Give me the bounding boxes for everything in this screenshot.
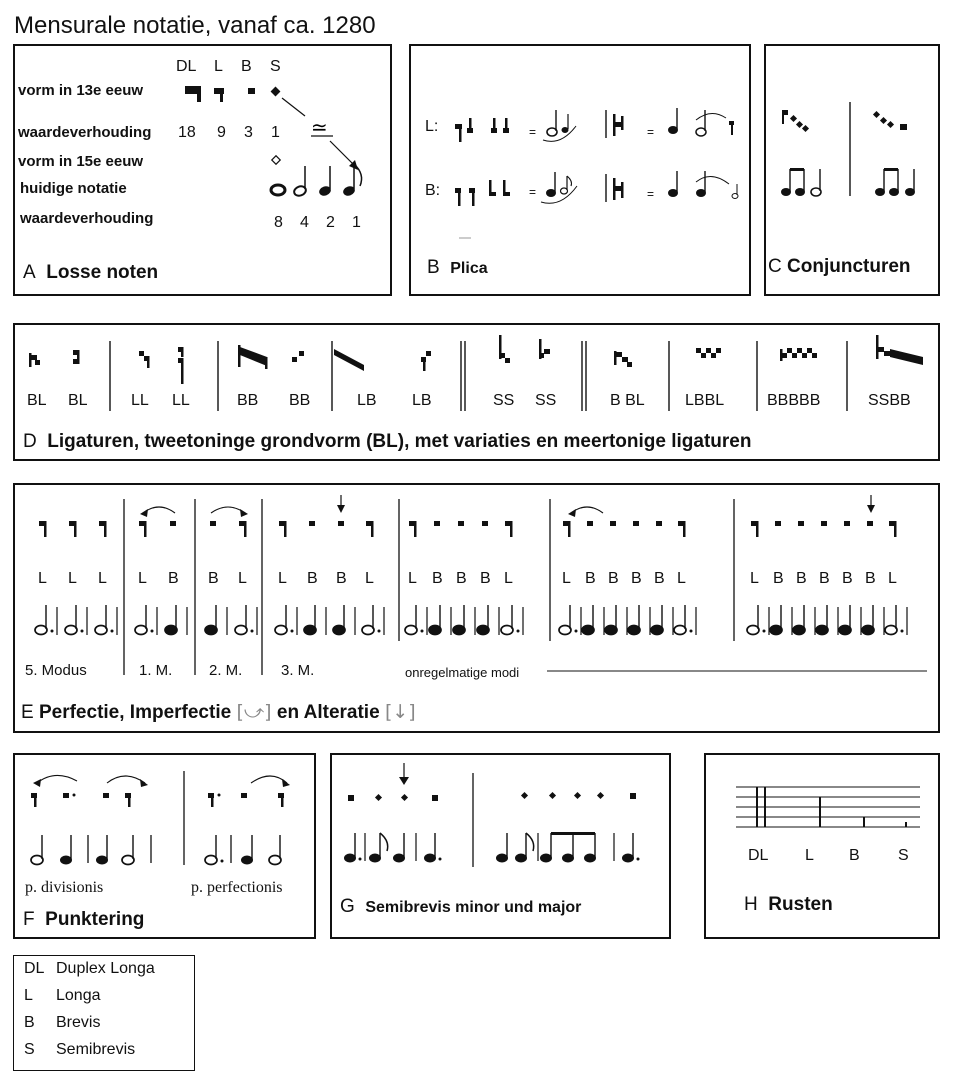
e-alteration-head xyxy=(337,505,345,513)
panel-e-letter: E xyxy=(21,702,34,723)
e-longa-stem xyxy=(284,521,287,537)
e-longa-stem xyxy=(568,521,571,537)
ratio-18: 18 xyxy=(178,124,196,141)
e-letter-label: L xyxy=(68,570,77,587)
e-dot xyxy=(901,630,904,633)
e-brevis-mark xyxy=(482,521,488,526)
e-brevis-mark xyxy=(821,521,827,526)
e-dot xyxy=(81,630,84,633)
d-label-3: LL xyxy=(172,392,190,409)
legend-full-2: Brevis xyxy=(56,1014,101,1031)
plica-row-b: B: xyxy=(425,182,441,199)
d-label-10: B BL xyxy=(610,392,645,409)
whole-note xyxy=(271,185,285,195)
e-letter-label: B xyxy=(432,570,443,587)
d-label-12: BBBBB xyxy=(767,392,821,409)
d-label-9: SS xyxy=(535,392,557,409)
e-modern-note xyxy=(304,626,316,635)
e-modern-note xyxy=(65,626,77,635)
e-dot xyxy=(291,630,294,633)
panel-e-name-b: en Alteratie xyxy=(276,702,380,723)
ratio-1: 1 xyxy=(271,124,280,141)
e-letter-label: B xyxy=(480,570,491,587)
panel-b-plica xyxy=(409,44,751,296)
panel-d-title xyxy=(23,431,751,453)
e-letter-label: B xyxy=(307,570,318,587)
e-longa-stem xyxy=(44,521,47,537)
legend-abbr-1: L xyxy=(24,987,33,1004)
e-letter-label: B xyxy=(865,570,876,587)
ratio-4: 4 xyxy=(300,214,309,231)
e-brevis-mark xyxy=(867,521,873,526)
e-modern-note xyxy=(165,626,177,635)
e-letter-label: B xyxy=(456,570,467,587)
e-arc-head xyxy=(240,509,248,517)
e-letter-label: B xyxy=(842,570,853,587)
panel-c-letter: C xyxy=(768,256,782,277)
panel-f-title xyxy=(23,909,144,931)
e-letter-label: B xyxy=(631,570,642,587)
semibrevis-symbol xyxy=(271,87,281,97)
e-modern-note xyxy=(205,626,217,635)
e-brevis-mark xyxy=(633,521,639,526)
e-modern-note xyxy=(747,626,759,635)
e-longa-stem xyxy=(894,521,897,537)
panel-h-title xyxy=(744,894,833,916)
e-longa-stem xyxy=(371,521,374,537)
e-modern-note xyxy=(839,626,851,635)
panel-e-perfectie xyxy=(13,483,940,733)
e-longa-stem xyxy=(414,521,417,537)
e-letter-label: B xyxy=(208,570,219,587)
e-caption-0: 5. Modus xyxy=(25,662,87,679)
row-vorm-13: vorm in 13e eeuw xyxy=(18,82,144,99)
legend-abbr-3: S xyxy=(24,1041,35,1058)
d-label-1: BL xyxy=(68,392,88,409)
h-label-dl: DL xyxy=(748,847,769,864)
ratio-1b: 1 xyxy=(352,214,361,231)
panel-f-punktering xyxy=(13,753,316,939)
h-label-s: S xyxy=(898,847,909,864)
e-brevis-mark xyxy=(434,521,440,526)
row-vorm-15: vorm in 15e eeuw xyxy=(18,153,144,170)
e-modern-note xyxy=(885,626,897,635)
panel-g-title xyxy=(340,896,581,918)
e-modern-note xyxy=(35,626,47,635)
e-dot xyxy=(421,630,424,633)
panel-a-notation xyxy=(15,46,394,298)
panel-a-letter: A xyxy=(23,262,36,283)
panel-g-semibrevis xyxy=(330,753,671,939)
e-brevis-mark xyxy=(309,521,315,526)
panel-a-losse-noten xyxy=(13,44,392,296)
f-caption-2: p. perfectionis xyxy=(191,879,283,896)
duplex-longa-symbol xyxy=(185,86,201,102)
e-dot xyxy=(251,630,254,633)
e-modern-note xyxy=(651,626,663,635)
e-longa-stem xyxy=(756,521,759,537)
svg-text:=: = xyxy=(529,185,537,199)
legend-full-1: Longa xyxy=(56,987,101,1004)
e-letter-label: L xyxy=(888,570,897,587)
panel-c-title xyxy=(768,256,911,278)
e-letter-label: L xyxy=(504,570,513,587)
e-modern-note xyxy=(582,626,594,635)
svg-text:=: = xyxy=(647,125,655,139)
panel-d-letter: D xyxy=(23,431,37,452)
panel-g-letter: G xyxy=(340,896,355,917)
e-dot xyxy=(151,630,154,633)
e-letter-label: L xyxy=(38,570,47,587)
e-brevis-mark xyxy=(338,521,344,526)
e-modern-note xyxy=(405,626,417,635)
col-s: S xyxy=(270,58,281,75)
e-dot xyxy=(111,630,114,633)
d-label-5: BB xyxy=(289,392,311,409)
e-letter-label: L xyxy=(677,570,686,587)
e-modern-note xyxy=(793,626,805,635)
e-letter-label: B xyxy=(819,570,830,587)
col-l: L xyxy=(214,58,223,75)
e-letter-label: B xyxy=(585,570,596,587)
rest-b xyxy=(863,817,865,827)
e-modern-note xyxy=(862,626,874,635)
row-waarde-2: waardeverhouding xyxy=(20,210,154,227)
perfectie-bracket-icon: [⤻] xyxy=(236,701,272,723)
h-label-b: B xyxy=(849,847,860,864)
e-letter-label: L xyxy=(408,570,417,587)
quarter-note xyxy=(318,166,332,197)
legend xyxy=(13,955,195,1071)
e-longa-stem xyxy=(683,521,686,537)
panel-g-name: Semibrevis minor und major xyxy=(365,899,582,916)
eq-1: = xyxy=(529,125,537,139)
e-letter-label: B xyxy=(336,570,347,587)
panel-b-letter: B xyxy=(427,257,440,278)
e-letter-label: B xyxy=(168,570,179,587)
approx-symbol: ≃ xyxy=(311,115,328,139)
legend-full-0: Duplex Longa xyxy=(56,960,155,977)
e-letter-label: B xyxy=(773,570,784,587)
e-brevis-mark xyxy=(656,521,662,526)
legend-full-3: Semibrevis xyxy=(56,1041,136,1058)
e-brevis-mark xyxy=(775,521,781,526)
e-modern-note xyxy=(429,626,441,635)
h-label-l: L xyxy=(805,847,814,864)
longa-symbol xyxy=(214,88,224,102)
e-brevis-mark xyxy=(587,521,593,526)
eighth-note xyxy=(342,164,362,197)
panel-h-name: Rusten xyxy=(768,894,833,915)
ratio-9: 9 xyxy=(217,124,226,141)
e-letter-label: L xyxy=(138,570,147,587)
ratio-2: 2 xyxy=(326,214,335,231)
e-modern-note xyxy=(453,626,465,635)
plica-modern-1 xyxy=(543,110,576,141)
d-label-4: BB xyxy=(237,392,259,409)
d-label-7: LB xyxy=(412,392,432,409)
panel-d-ligaturen xyxy=(13,323,940,461)
e-brevis-mark xyxy=(458,521,464,526)
panel-f-name: Punktering xyxy=(45,909,145,930)
e-brevis-mark xyxy=(798,521,804,526)
e-arc-head xyxy=(140,509,148,517)
rest-dl xyxy=(756,787,758,827)
e-letter-label: L xyxy=(238,570,247,587)
panel-e-title xyxy=(21,701,416,724)
e-modern-note xyxy=(816,626,828,635)
panel-d-name: Ligaturen, tweetoninge grondvorm (BL), met variaties en meertonige ligaturen xyxy=(47,431,752,452)
e-caption-2: 2. M. xyxy=(209,662,243,679)
e-brevis-mark xyxy=(210,521,216,526)
e-modern-note xyxy=(605,626,617,635)
d-label-8: SS xyxy=(493,392,515,409)
panel-c-conjuncturen xyxy=(764,44,940,296)
e-arc xyxy=(211,507,245,513)
panel-c-name: Conjuncturen xyxy=(787,256,911,277)
e-dot xyxy=(763,630,766,633)
e-modern-note xyxy=(477,626,489,635)
page-title: Mensurale notatie, vanaf ca. 1280 xyxy=(14,12,376,39)
e-modern-note xyxy=(559,626,571,635)
e-arc-head xyxy=(568,509,576,517)
e-modern-note xyxy=(770,626,782,635)
e-modern-note xyxy=(235,626,247,635)
ratio-8: 8 xyxy=(274,214,283,231)
e-caption-3: 3. M. xyxy=(281,662,315,679)
e-alteration-head xyxy=(867,505,875,513)
e-modern-note xyxy=(628,626,640,635)
e-brevis-mark xyxy=(610,521,616,526)
e-modern-note xyxy=(501,626,513,635)
e-modern-note xyxy=(333,626,345,635)
panel-h-rusten xyxy=(704,753,940,939)
col-b: B xyxy=(241,58,252,75)
panel-f-letter: F xyxy=(23,909,35,930)
e-modern-note xyxy=(362,626,374,635)
e-letter-label: L xyxy=(750,570,759,587)
e-longa-stem xyxy=(244,521,247,537)
d-label-0: BL xyxy=(27,392,47,409)
e-letter-label: L xyxy=(278,570,287,587)
half-note xyxy=(293,166,307,197)
brevis-symbol xyxy=(248,88,255,94)
e-dot xyxy=(690,630,693,633)
d-label-13: SSBB xyxy=(868,392,911,409)
d-label-11: LBBL xyxy=(685,392,725,409)
rest-s xyxy=(905,822,907,827)
e-letter-label: L xyxy=(365,570,374,587)
e-brevis-mark xyxy=(844,521,850,526)
plica-row-l: L: xyxy=(425,118,439,135)
e-letter-label: B xyxy=(608,570,619,587)
panel-b-title xyxy=(427,257,488,279)
e-dot xyxy=(378,630,381,633)
e-letter-label: L xyxy=(562,570,571,587)
d-label-6: LB xyxy=(357,392,377,409)
row-huidige: huidige notatie xyxy=(20,180,127,197)
col-dl: DL xyxy=(176,58,197,75)
e-modern-note xyxy=(135,626,147,635)
semibrevis-15-symbol xyxy=(272,156,280,164)
svg-text:=: = xyxy=(647,187,655,201)
plica-modern-2 xyxy=(541,172,577,203)
panel-a-title xyxy=(23,262,158,284)
e-modern-note xyxy=(275,626,287,635)
f-caption-1: p. divisionis xyxy=(25,879,104,896)
e-letter-label: L xyxy=(98,570,107,587)
e-caption-1: 1. M. xyxy=(139,662,173,679)
e-longa-stem xyxy=(510,521,513,537)
e-longa-stem xyxy=(74,521,77,537)
e-longa-stem xyxy=(144,521,147,537)
e-modern-note xyxy=(95,626,107,635)
ratio-3: 3 xyxy=(244,124,253,141)
e-letter-label: B xyxy=(654,570,665,587)
panel-b-name: Plica xyxy=(450,260,488,277)
legend-abbr-2: B xyxy=(24,1014,35,1031)
e-caption-4: onregelmatige modi xyxy=(405,665,520,680)
legend-abbr-0: DL xyxy=(24,960,45,977)
e-brevis-mark xyxy=(170,521,176,526)
panel-e-name-a: Perfectie, Imperfectie xyxy=(38,702,232,723)
alteratie-bracket-icon: [↓] xyxy=(384,701,416,723)
e-letter-label: B xyxy=(796,570,807,587)
perfectie-notation xyxy=(15,485,942,735)
d-label-2: LL xyxy=(131,392,149,409)
e-dot xyxy=(575,630,578,633)
row-waarde-1: waardeverhouding xyxy=(18,124,152,141)
e-modern-note xyxy=(674,626,686,635)
e-dot xyxy=(517,630,520,633)
rest-l xyxy=(819,797,821,827)
panel-a-name: Losse noten xyxy=(46,262,159,283)
panel-h-letter: H xyxy=(744,894,758,915)
e-dot xyxy=(51,630,54,633)
e-longa-stem xyxy=(104,521,107,537)
